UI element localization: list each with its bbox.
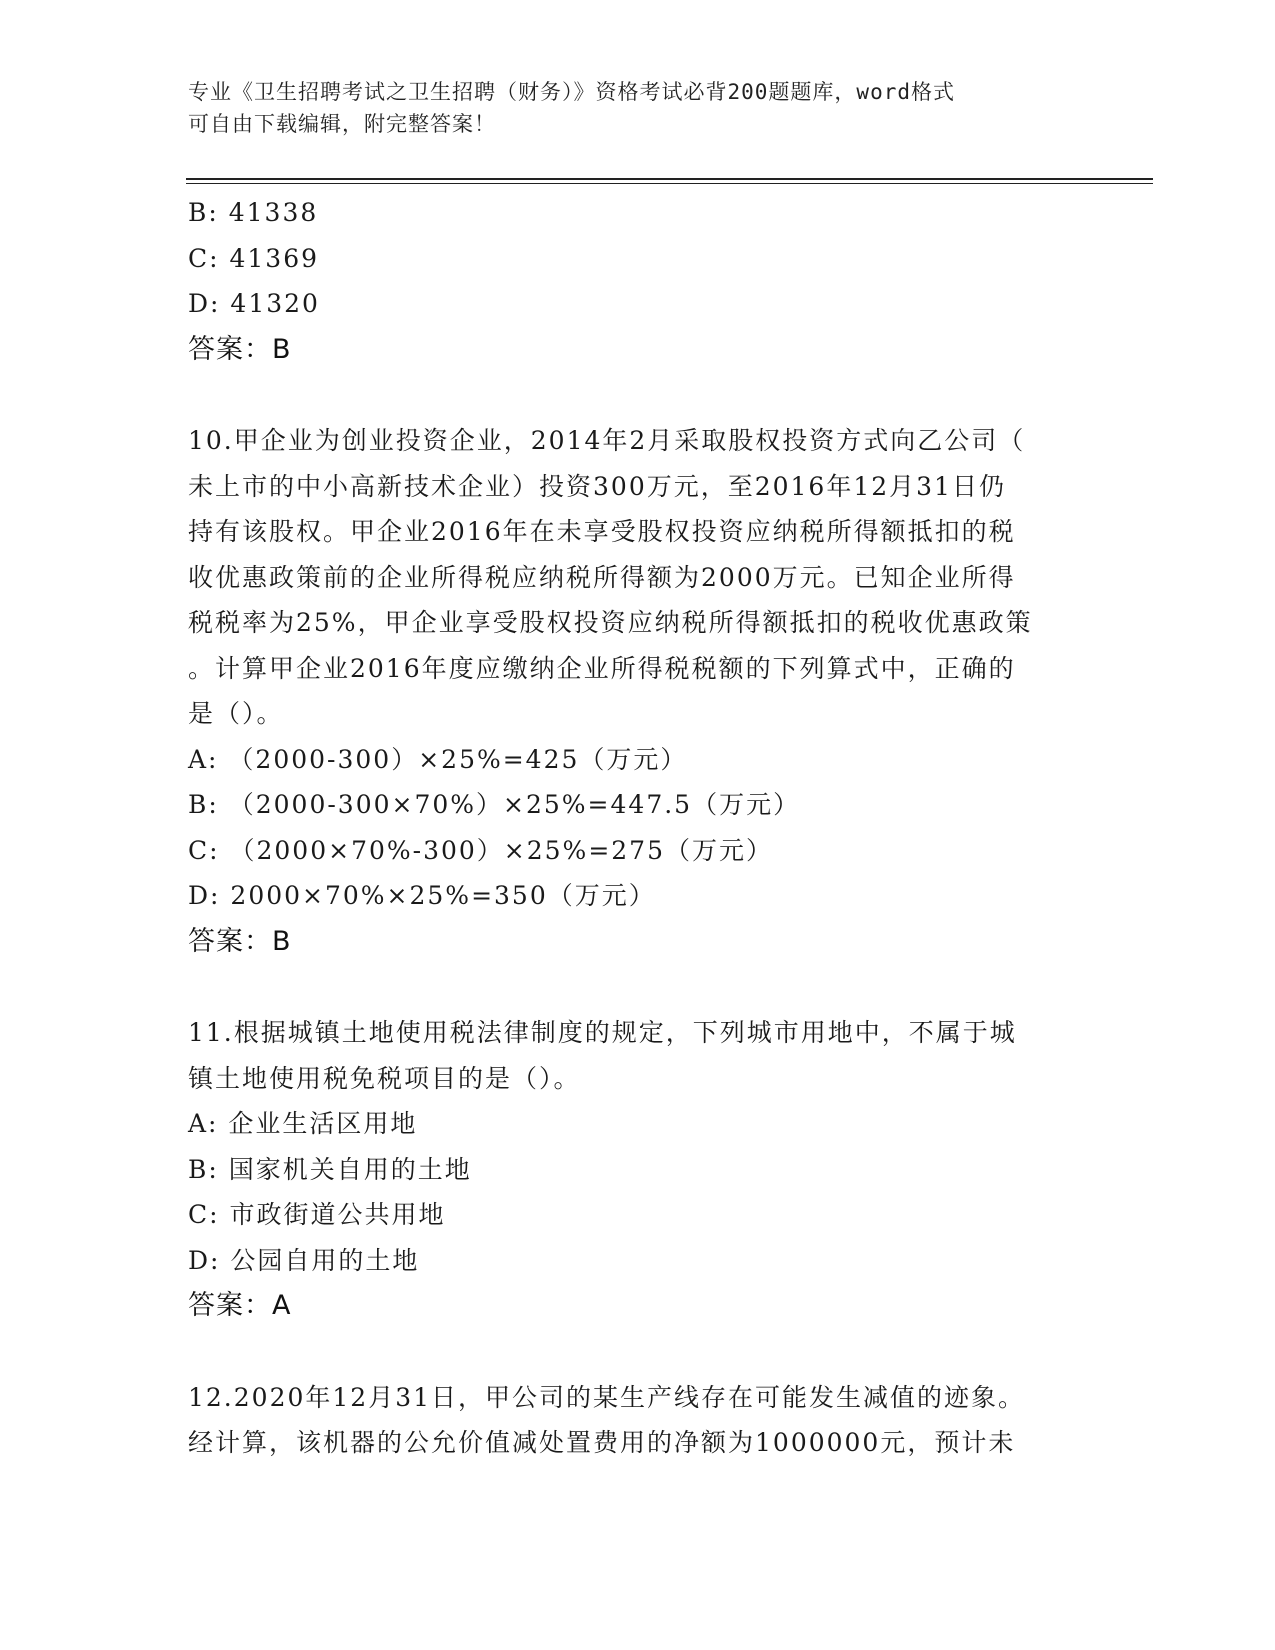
option-c: C: 市政街道公共用地 xyxy=(188,1200,446,1229)
option-a: A: （2000-300）×25%=425（万元） xyxy=(188,744,688,774)
option-c: C: 41369 xyxy=(188,243,320,273)
option-b: B: 41338 xyxy=(188,198,319,227)
question-11 xyxy=(188,1010,1088,1329)
question-text-line: 经计算，该机器的公允价值减处置费用的净额为1000000元，预计未 xyxy=(188,1428,1016,1457)
question-text-line: 镇土地使用税免税项目的是（）。 xyxy=(188,1063,581,1093)
question-text-line: 税税率为25%，甲企业享受股权投资应纳税所得额抵扣的税收优惠政策 xyxy=(188,608,1033,637)
question-12 xyxy=(188,1375,1088,1466)
header-rule-thin xyxy=(186,183,1153,184)
spacer xyxy=(188,372,1088,418)
header-line-1: 专业《卫生招聘考试之卫生招聘（财务）》资格考试必背200题题库，word格式 xyxy=(188,80,955,104)
question-text-line: 未上市的中小高新技术企业）投资300万元，至2016年12月31日仍 xyxy=(188,471,1006,501)
answer-line: 答案：B xyxy=(188,925,292,957)
document-header xyxy=(188,76,1068,140)
question-text-line: 10.甲企业为创业投资企业，2014年2月采取股权投资方式向乙公司（ xyxy=(188,426,1026,455)
previous-question-tail xyxy=(188,190,1088,372)
option-d: D: 41320 xyxy=(188,289,320,318)
answer-line: 答案：B xyxy=(188,333,292,365)
question-text-line: 是（）。 xyxy=(188,699,284,728)
spacer xyxy=(188,1329,1088,1375)
question-text-line: 11.根据城镇土地使用税法律制度的规定，下列城市用地中，不属于城 xyxy=(188,1018,1017,1047)
header-rule-thick xyxy=(186,178,1153,180)
header-line-2: 可自由下载编辑，附完整答案！ xyxy=(188,112,496,136)
option-d: D: 公园自用的土地 xyxy=(188,1245,420,1275)
question-text-line: 。计算甲企业2016年度应缴纳企业所得税税额的下列算式中，正确的 xyxy=(188,653,1016,683)
option-c: C: （2000×70%-300）×25%=275（万元） xyxy=(188,835,773,865)
question-text-line: 持有该股权。甲企业2016年在未享受股权投资应纳税所得额抵扣的税 xyxy=(188,517,1016,546)
answer-line: 答案：A xyxy=(188,1290,292,1321)
question-text-line: 12.2020年12月31日，甲公司的某生产线存在可能发生减值的迹象。 xyxy=(188,1382,1026,1412)
question-10 xyxy=(188,418,1088,964)
document-body xyxy=(188,190,1088,1466)
option-a: A: 企业生活区用地 xyxy=(188,1109,418,1138)
option-d: D: 2000×70%×25%=350（万元） xyxy=(188,881,656,910)
option-b: B: （2000-300×70%）×25%=447.5（万元） xyxy=(188,790,801,819)
option-b: B: 国家机关自用的土地 xyxy=(188,1154,472,1184)
question-text-line: 收优惠政策前的企业所得税应纳税所得额为2000万元。已知企业所得 xyxy=(188,562,1016,592)
spacer xyxy=(188,964,1088,1010)
